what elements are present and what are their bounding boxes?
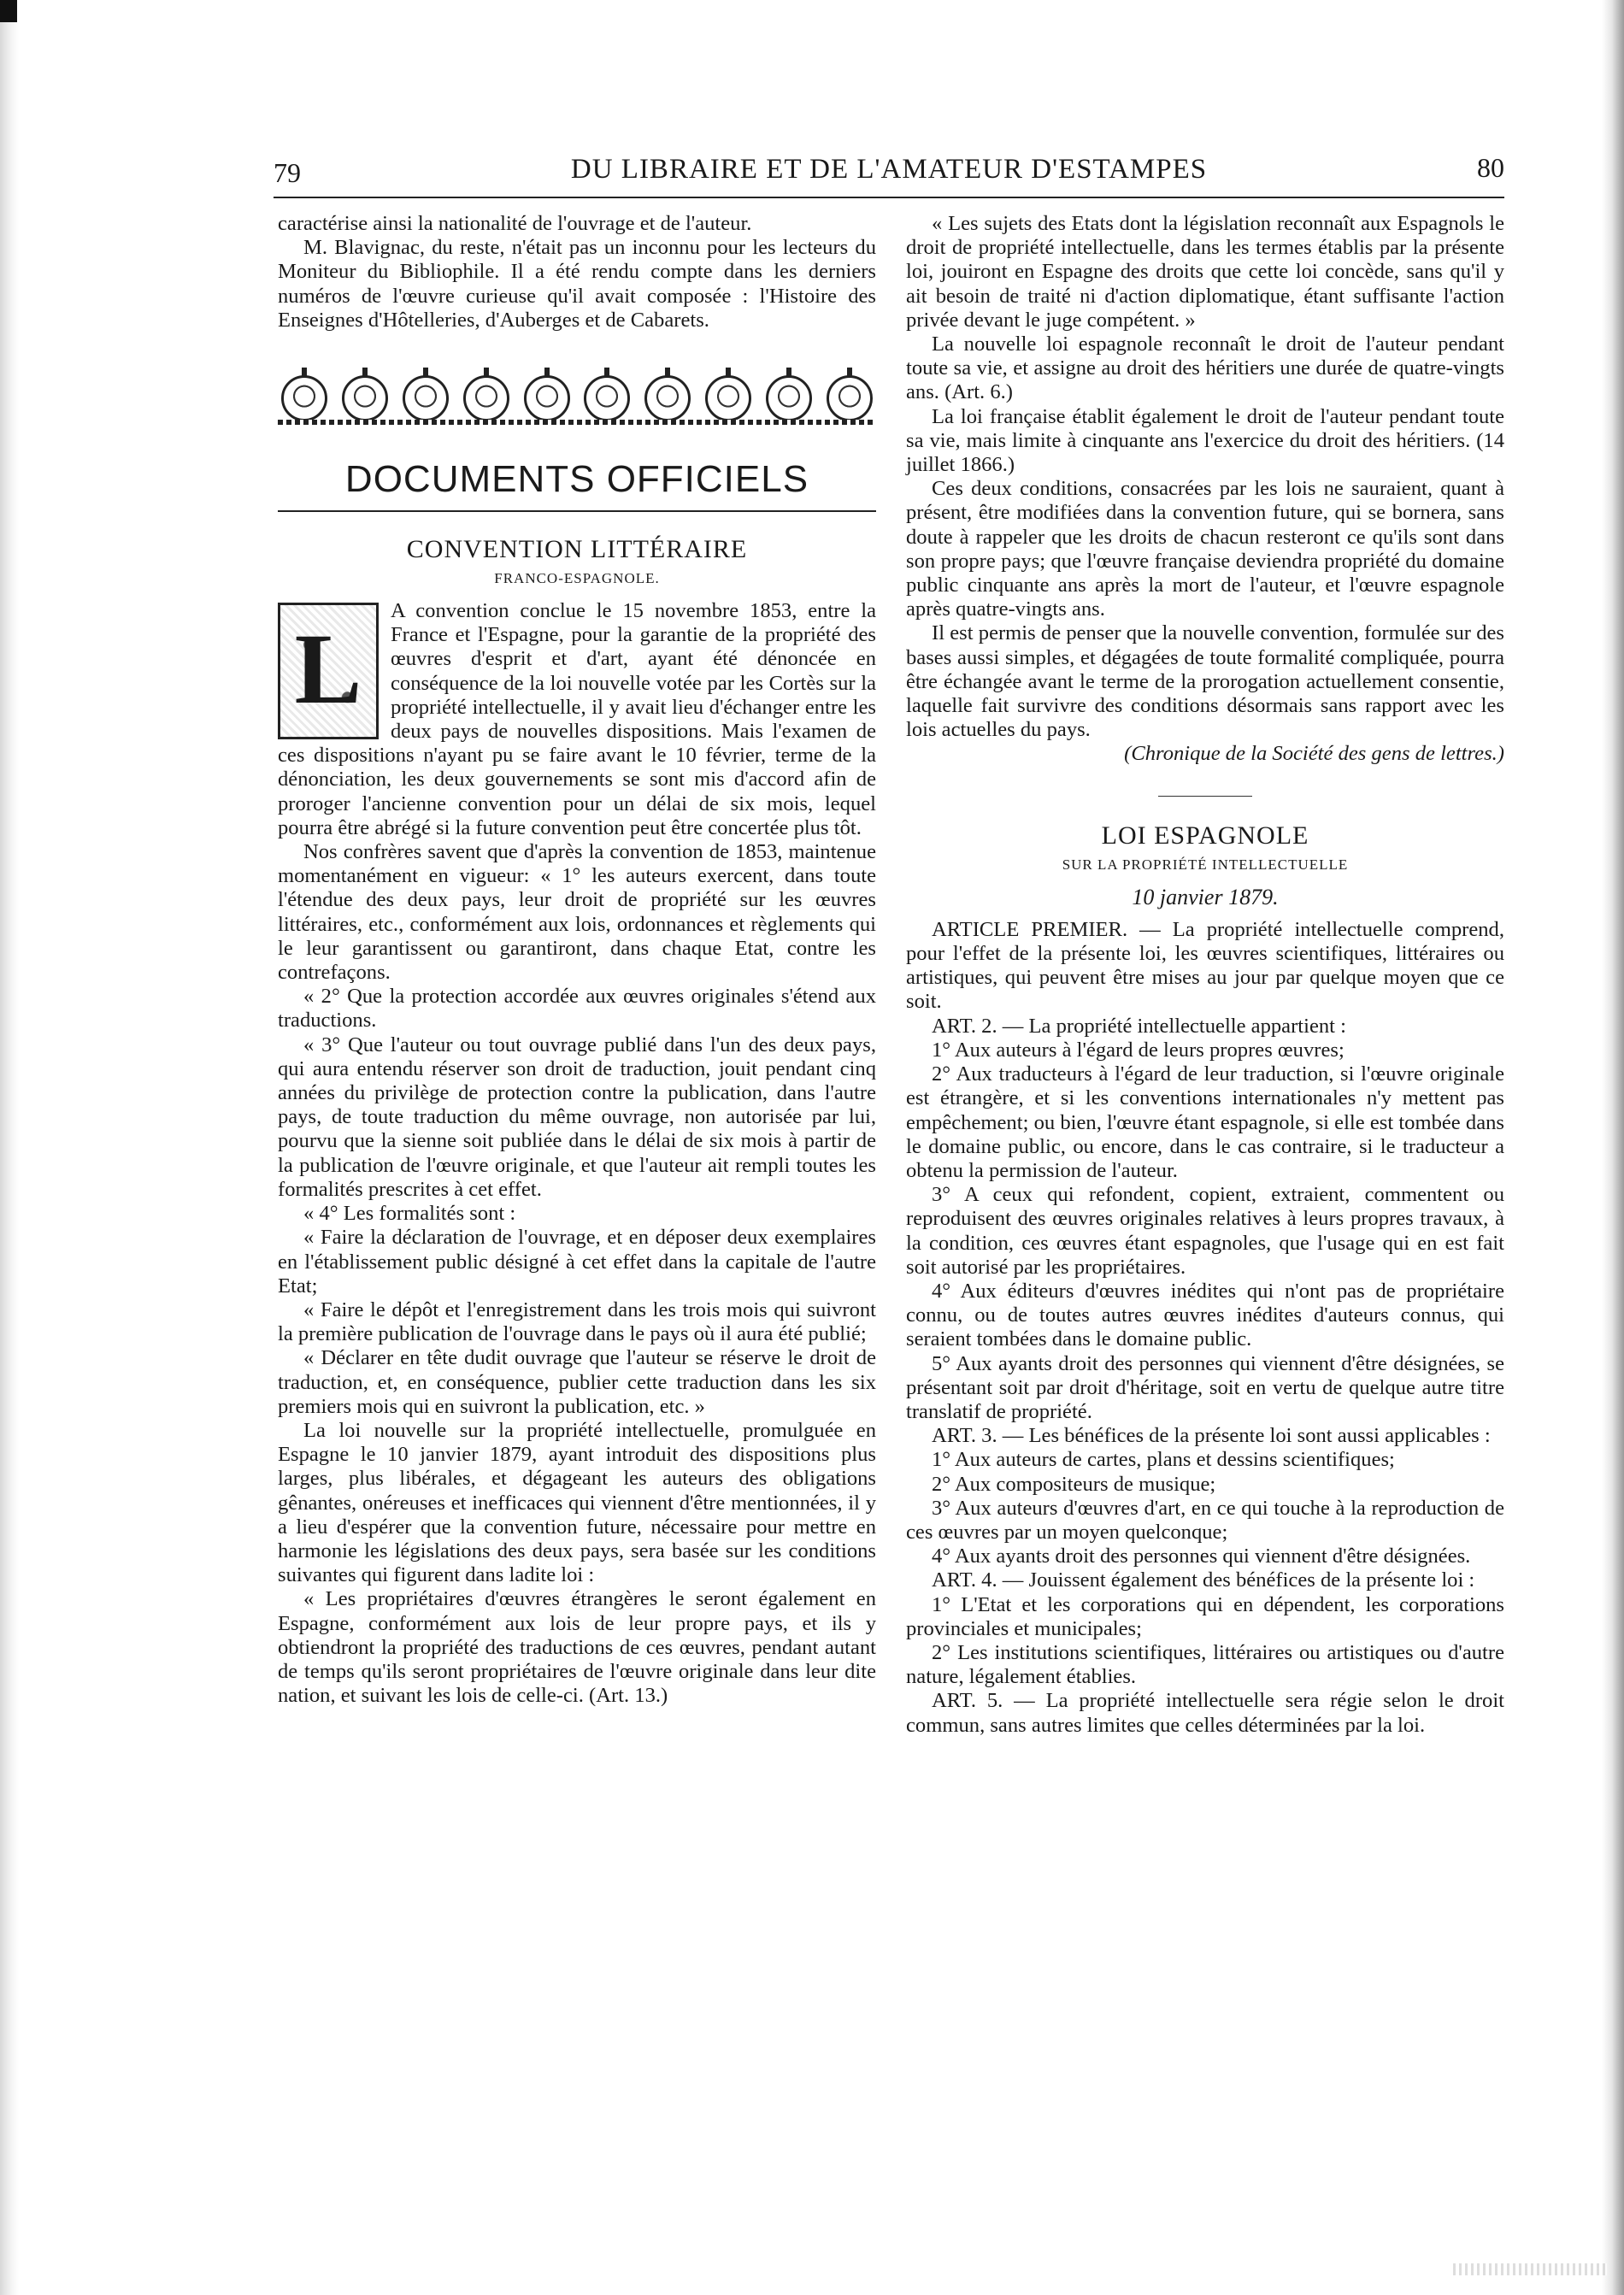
convention-subtitle: FRANCO-ESPAGNOLE.	[494, 570, 660, 587]
section-rule	[278, 510, 876, 512]
paragraph: Il est permis de penser que la nouvelle convention, formulée sur des bases aussi simples, et dégagées de toute formalité compliquée, pourra être échangée avant le terme de la prorogation actuellement consentie, laquelle fait survivre des conditions désormais sans rapport avec les lois actuelles du pays.	[906, 621, 1504, 742]
article: 1° Aux auteurs à l'égard de leurs propres œuvres;	[932, 1038, 1345, 1062]
rosette-ornament-icon	[524, 375, 570, 421]
running-title: DU LIBRAIRE ET DE L'AMATEUR D'ESTAMPES	[570, 154, 1208, 185]
article: ART. 2. — La propriété intellectuelle appartient :	[932, 1014, 1346, 1038]
article: 3° A ceux qui refondent, copient, extraient, commentent ou reproduisent des œuvres originales relatives à leurs propres travaux, à la condition, ces œuvres étant espagnoles, que l'usage qui en est fait soit autorisé par les propriétaires.	[906, 1183, 1504, 1279]
rosette-ornament-icon	[705, 375, 751, 421]
article: 4° Aux ayants droit des personnes qui viennent d'être désignées.	[932, 1545, 1471, 1568]
paragraph: « 4° Les formalités sont :	[303, 1202, 516, 1226]
paragraph: « Faire le dépôt et l'enregistrement dans les trois mois qui suivront la première publication de l'ouvrage dans le pays où il aura été publié;	[278, 1298, 876, 1346]
rosette-ornament-icon	[281, 375, 327, 421]
paragraph: Nos confrères savent que d'après la convention de 1853, maintenue momentanément en vigueur: « 1° les auteurs exercent, dans toute l'étendue des deux pays, leur droit de propriété sur les œuvres littéraires, etc., conformément aux lois, ordonnances et règlements qui le leur garantissent ou garantiront, dans chaque Etat, contre les contrefaçons.	[278, 840, 876, 985]
paragraph: La nouvelle loi espagnole reconnaît le droit de l'auteur pendant toute sa vie, et assigne au droit des héritiers une durée de quatre-vingts ans. (Art. 6.)	[906, 332, 1504, 404]
section-title: DOCUMENTS OFFICIELS	[344, 458, 809, 501]
article: ART. 5. — La propriété intellectuelle sera régie selon le droit commun, sans autres limites que celles déterminées par la loi.	[906, 1689, 1504, 1737]
paragraph: « Les sujets des Etats dont la législation reconnaît aux Espagnols le droit de propriété intellectuelle, dans les termes établis par la présente loi, jouiront en Espagne des droits que cette loi concède, sans qu'il y ait besoin de traité ni d'action diplomatique, étant suffisante l'action privée devant le juge compétent. »	[906, 212, 1504, 332]
ornamental-band	[278, 374, 876, 423]
paragraph: La loi française établit également le droit de l'auteur pendant toute sa vie, mais limite à cinquante ans l'exercice du droit des héritiers. (14 juillet 1866.)	[906, 404, 1504, 477]
page-edge-right	[1602, 0, 1624, 2295]
running-header	[274, 152, 1504, 191]
paragraph: caractérise ainsi la nationalité de l'ouvrage et de l'auteur.	[278, 212, 752, 235]
loi-date: 10 janvier 1879.	[1132, 884, 1279, 909]
left-column	[278, 212, 876, 1708]
paragraph: M. Blavignac, du reste, n'était pas un inconnu pour les lecteurs du Moniteur du Bibliophile. Il a été rendu compte dans les derniers numéros de l'œuvre curieuse qu'il avait composée : l'Histoire des Enseignes d'Hôtelleries, d'Auberges et de Cabarets.	[278, 236, 876, 332]
decorated-initial: L	[278, 603, 379, 739]
paragraph: « Les propriétaires d'œuvres étrangères le seront également en Espagne, conformément aux lois de leur propre pays, et ils y obtiendront la propriété des traductions de ces œuvres, pendant autant de temps qu'ils seront propriétaires de l'œuvre originale dans leur dite nation, et suivant les lois de celle-ci. (Art. 13.)	[278, 1587, 876, 1708]
right-column	[906, 212, 1504, 1738]
rosette-ornament-icon	[463, 375, 509, 421]
article: ARTICLE PREMIER. — La propriété intellectuelle comprend, pour l'effet de la présente loi, les œuvres scientifiques, littéraires ou artistiques, qui peuvent être mises au jour par quelque moyen que ce soit.	[906, 917, 1504, 1014]
rosette-ornament-icon	[584, 375, 630, 421]
page-number-right: 80	[1477, 152, 1504, 183]
rosette-ornament-icon	[403, 375, 449, 421]
article: 5° Aux ayants droit des personnes qui viennent d'être désignées, se présentant soit par droit d'héritage, soit en vertu de quelque autre titre translatif de propriété.	[906, 1351, 1504, 1423]
scan-mark	[0, 0, 17, 22]
paragraph: Ces deux conditions, consacrées par les lois ne sauraient, quant à présent, être modifiées dans la convention future, qui se bornera, sans doute à rappeler que les droits de chacun resteront ce qu'ils sont dans son propre pays; que l'œuvre française deviendra propriété du domaine public cinquante ans après la mort de l'auteur, et l'œuvre espagnole après quatre-vingts ans.	[906, 477, 1504, 621]
paragraph: « 2° Que la protection accordée aux œuvres originales s'étend aux traductions.	[278, 985, 876, 1033]
page-number-left: 79	[274, 157, 301, 188]
rosette-ornament-icon	[644, 375, 691, 421]
rosette-ornament-icon	[766, 375, 812, 421]
loi-title: LOI ESPAGNOLE	[1101, 821, 1309, 850]
paragraph: La loi nouvelle sur la propriété intellectuelle, promulguée en Espagne le 10 janvier 1879, ayant introduit des dispositions plus larges, plus libérales, et dégageant les auteurs des obligations gênantes, onéreuses et inefficaces qui viennent d'être mentionnées, il y a lieu d'espérer que la convention future, nécessaire pour mettre en harmonie les législations des deux pays, sera basée sur les conditions suivantes qui figurent dans ladite loi :	[278, 1418, 876, 1587]
paragraph: A convention conclue le 15 novembre 1853, entre la France et l'Espagne, pour la garantie de la propriété des œuvres d'esprit et d'art, ayant été dénoncée en conséquence de la loi nouvelle votée par les Cortès sur la propriété intellectuelle, il y avait lieu d'échanger entre les deux pays de nouvelles dispositions. Mais l'examen de ces dispositions n'ayant pu se faire avant le 10 février, terme de la dénonciation, les deux gouvernements se sont mis d'accord afin de proroger l'ancienne convention pour un délai de six mois, lequel pourra être abrégé si la future convention peut être concertée plus tôt.	[278, 599, 876, 839]
rosette-ornament-icon	[342, 375, 388, 421]
separator-rule	[1158, 796, 1252, 797]
paragraph: « Déclarer en tête dudit ouvrage que l'auteur se réserve le droit de traduction, et, en conséquence, publier cette traduction dans les six premiers mois qui en suivront la publication, etc. »	[278, 1346, 876, 1418]
article: 1° L'Etat et les corporations qui en dépendent, les corporations provinciales et municipales;	[906, 1592, 1504, 1640]
article: 1° Aux auteurs de cartes, plans et dessins scientifiques;	[932, 1448, 1395, 1472]
scan-noise	[1453, 2263, 1607, 2275]
article: ART. 3. — Les bénéfices de la présente loi sont aussi applicables :	[932, 1424, 1491, 1448]
article: ART. 4. — Jouissent également des bénéfices de la présente loi :	[932, 1568, 1475, 1592]
ornament-underline	[278, 420, 876, 425]
paragraph: « 3° Que l'auteur ou tout ouvrage publié dans l'un des deux pays, qui aura entendu réserver son droit de traduction, jouit pendant cinq années du privilège de protection contre la publication, dans l'autre pays, de toute traduction du même ouvrage, non autorisée par lui, pourvu que la sienne soit publiée dans le délai de six mois à partir de la publication de l'œuvre originale, et que l'auteur ait rempli toutes les formalités prescrites à cet effet.	[278, 1033, 876, 1201]
article: 2° Les institutions scientifiques, littéraires ou artistiques ou d'autre nature, légalement établies.	[906, 1640, 1504, 1689]
loi-subtitle: SUR LA PROPRIÉTÉ INTELLECTUELLE	[1062, 856, 1349, 873]
convention-title: CONVENTION LITTÉRAIRE	[406, 535, 748, 564]
paragraph: « Faire la déclaration de l'ouvrage, et en déposer deux exemplaires en l'établissement public désigné à cet effet dans la capitale de l'autre Etat;	[278, 1226, 876, 1298]
header-rule	[274, 197, 1504, 198]
article: 3° Aux auteurs d'œuvres d'art, en ce qui touche à la reproduction de ces œuvres par un moyen quelconque;	[906, 1496, 1504, 1544]
page-edge-left	[0, 0, 19, 2295]
rosette-ornament-icon	[827, 375, 873, 421]
article: 2° Aux compositeurs de musique;	[932, 1472, 1216, 1496]
article: 2° Aux traducteurs à l'égard de leur traduction, si l'œuvre originale est étrangère, et si les conventions internationales n'y mettent pas empêchement; ou bien, l'œuvre étant espagnole, si elle est tombée dans le domaine public, ou encore, dans le cas contraire, si le traducteur a obtenu la permission de l'auteur.	[906, 1062, 1504, 1182]
article: 4° Aux éditeurs d'œuvres inédites qui n'ont pas de propriétaire connu, ou de toutes autres œuvres inédites d'auteurs connus, qui seraient tombées dans le domaine public.	[906, 1279, 1504, 1351]
source-citation: (Chronique de la Société des gens de lettres.)	[1124, 742, 1504, 766]
